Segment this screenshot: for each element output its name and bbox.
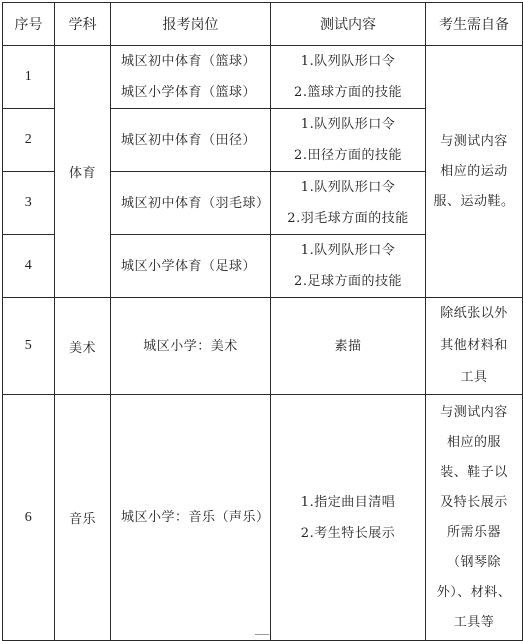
row-index: 6 bbox=[3, 395, 55, 641]
content-line: 1.队列队形口令 bbox=[300, 243, 396, 258]
table-row bbox=[3, 395, 523, 641]
requirement-cell-pe bbox=[426, 46, 523, 298]
row-index: 3 bbox=[3, 172, 55, 235]
content-cell bbox=[271, 395, 426, 641]
requirement-line: 除纸张以外 bbox=[440, 306, 508, 321]
requirement-line: 所需乐器 bbox=[446, 524, 501, 540]
content-cell bbox=[271, 235, 426, 298]
content-cell bbox=[271, 298, 426, 395]
subject-cell: 美术 bbox=[55, 298, 111, 395]
requirement-line: 工具 bbox=[460, 370, 488, 385]
requirement-line: 装、鞋子以 bbox=[440, 464, 508, 480]
requirement-line: 相应的服 bbox=[446, 434, 501, 450]
position-cell bbox=[111, 172, 271, 235]
row-index: 5 bbox=[3, 298, 55, 395]
header-content: 测试内容 bbox=[271, 3, 426, 46]
content-line: 1.队列队形口令 bbox=[300, 54, 396, 69]
content-line: 1.指定曲目清唱 bbox=[300, 494, 396, 510]
position-cell bbox=[111, 235, 271, 298]
content-line: 2.足球方面的技能 bbox=[294, 274, 402, 289]
position-line: 城区小学体育（篮球） bbox=[121, 85, 257, 100]
content-cell bbox=[271, 109, 426, 172]
position-cell bbox=[111, 109, 271, 172]
requirement-cell bbox=[426, 298, 523, 395]
position-line: 城区小学：美术 bbox=[143, 338, 238, 354]
content-line: 2.篮球方面的技能 bbox=[294, 85, 402, 100]
requirement-line: 相应的运动 bbox=[440, 163, 508, 179]
content-cell bbox=[271, 172, 426, 235]
header-position: 报考岗位 bbox=[111, 3, 271, 46]
header-index: 序号 bbox=[3, 3, 55, 46]
content-line: 2.羽毛球方面的技能 bbox=[287, 211, 409, 226]
content-line: 素描 bbox=[334, 338, 362, 354]
exam-requirements-table bbox=[2, 2, 523, 641]
row-index: 1 bbox=[3, 46, 55, 109]
position-cell bbox=[111, 46, 271, 109]
row-index: 2 bbox=[3, 109, 55, 172]
position-line: 城区小学：音乐（声乐） bbox=[121, 510, 270, 525]
requirement-line: 及特长展示 bbox=[440, 494, 508, 510]
content-line: 1.队列队形口令 bbox=[300, 180, 396, 195]
position-line: 城区初中体育（田径） bbox=[121, 132, 257, 148]
requirement-line: 工具等 bbox=[453, 614, 495, 630]
table-row bbox=[3, 298, 523, 395]
requirement-line: 与测试内容 bbox=[440, 133, 508, 149]
position-line: 城区初中体育（羽毛球） bbox=[121, 195, 270, 211]
requirement-line: 与测试内容 bbox=[440, 404, 508, 420]
page-edge-mark bbox=[255, 634, 269, 640]
row-index: 4 bbox=[3, 235, 55, 298]
subject-cell-pe: 体育 bbox=[55, 46, 111, 298]
header-row bbox=[3, 3, 523, 46]
header-requirement: 考生需自备 bbox=[426, 3, 523, 46]
content-line: 1.队列队形口令 bbox=[300, 117, 396, 132]
content-line: 2.考生特长展示 bbox=[300, 525, 396, 541]
requirement-line: （钢琴除 bbox=[446, 554, 501, 570]
content-cell bbox=[271, 46, 426, 109]
position-cell bbox=[111, 298, 271, 395]
position-line: 城区初中体育（篮球） bbox=[121, 54, 257, 69]
position-cell bbox=[111, 395, 271, 641]
requirement-line: 其他材料和 bbox=[440, 338, 508, 353]
header-subject: 学科 bbox=[55, 3, 111, 46]
subject-cell: 音乐 bbox=[55, 395, 111, 641]
requirement-cell bbox=[426, 395, 523, 641]
content-line: 2.田径方面的技能 bbox=[294, 148, 402, 163]
requirement-line: 外）、材料、 bbox=[436, 584, 512, 600]
requirement-line: 服、运动鞋。 bbox=[433, 193, 515, 209]
table-row bbox=[3, 46, 523, 109]
position-line: 城区小学体育（足球） bbox=[121, 258, 257, 274]
